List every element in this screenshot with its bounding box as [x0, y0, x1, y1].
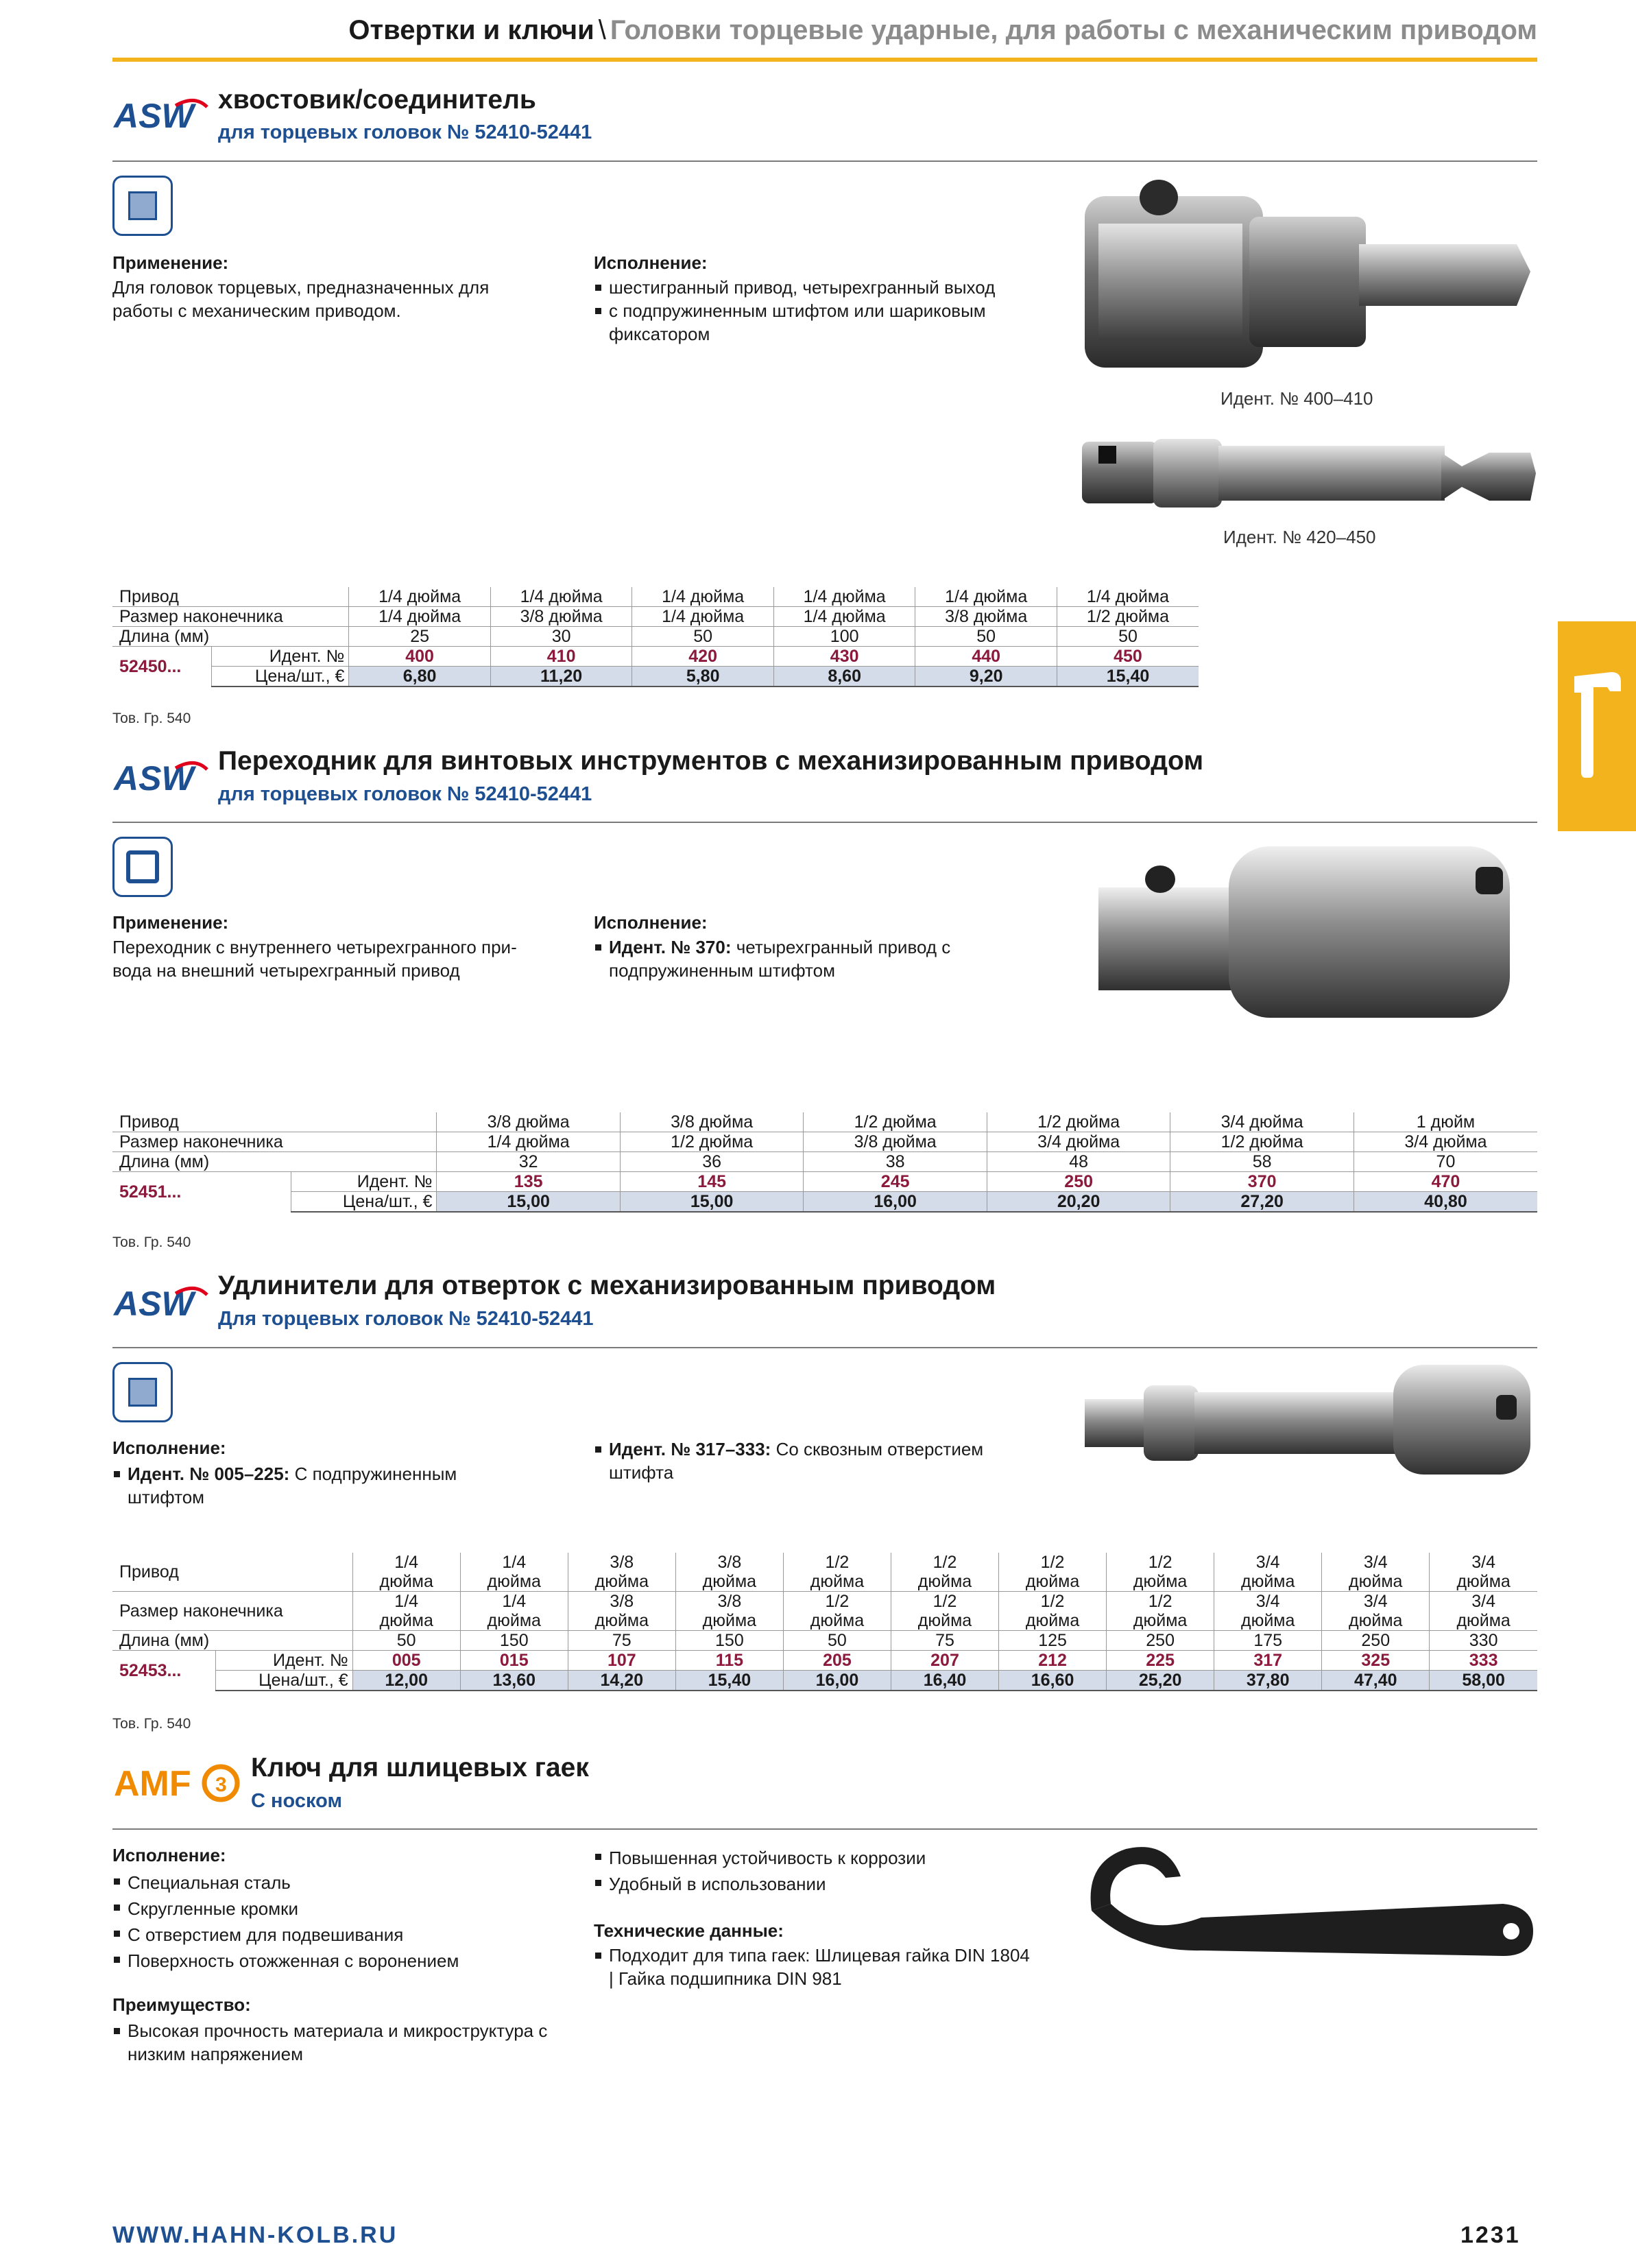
price-value: 6,80 — [349, 667, 491, 687]
row-label: Привод — [119, 1112, 179, 1132]
table-cell: 3/8 дюйма — [490, 607, 632, 627]
price-value: 8,60 — [773, 667, 915, 687]
price-value: 58,00 — [1430, 1671, 1537, 1691]
table-cell — [460, 1592, 568, 1631]
table-row — [112, 1132, 1537, 1152]
table-cell: 1/4 дюйма — [349, 587, 491, 607]
table-cell — [1430, 1553, 1537, 1592]
table-cell: 1/2 дюйма — [1170, 1132, 1354, 1152]
table-cell: 75 — [568, 1631, 675, 1651]
unit: дюйма — [917, 1572, 972, 1591]
section1-caption-1: Идент. № 400–410 — [1220, 388, 1373, 409]
ident-number: 212 — [999, 1651, 1107, 1671]
price-value: 25,20 — [1107, 1671, 1214, 1691]
list-item: С отверстием для подвешивания — [112, 1922, 565, 1948]
table-cell: 1/4 дюйма — [1057, 587, 1199, 607]
ident-number: 317 — [1214, 1651, 1322, 1671]
row-label: Размер наконечника — [112, 607, 349, 627]
list-item: Скругленные кромки — [112, 1896, 565, 1922]
unit: дюйма — [917, 1611, 972, 1630]
article-number: 52450... — [112, 647, 211, 687]
ident-bold: Идент. № 317–333: — [609, 1439, 771, 1459]
table-cell — [891, 1592, 998, 1631]
section4-rule — [112, 1828, 1537, 1830]
square-drive-icon — [112, 176, 173, 236]
ident-number: 370 — [1170, 1172, 1354, 1192]
section4-advantage-label: Преимущество: — [112, 1994, 251, 2015]
header-separator: \ — [598, 15, 606, 45]
table-row — [112, 1152, 1537, 1172]
section3-design-label: Исполнение: — [112, 1437, 226, 1458]
row-label: Длина (мм) — [112, 627, 349, 647]
design-text: С подпружиненным штифтом — [128, 1464, 457, 1507]
section1-product-group: Тов. Гр. 540 — [112, 711, 191, 726]
table-cell — [1107, 1553, 1214, 1592]
fraction: 1/2 — [825, 1553, 850, 1572]
ident-number: 205 — [783, 1651, 891, 1671]
section4-tech-list — [594, 1944, 1033, 1990]
ident-number: 145 — [620, 1172, 804, 1192]
ident-number: 225 — [1107, 1651, 1214, 1671]
table-cell: 250 — [1322, 1631, 1430, 1651]
section2-spec-table — [112, 1112, 1537, 1213]
table-row — [112, 1671, 1537, 1691]
fraction: 3/8 — [717, 1553, 742, 1572]
price-value: 16,00 — [783, 1671, 891, 1691]
price-value: 5,80 — [632, 667, 774, 687]
table-cell — [568, 1553, 675, 1592]
header-rule — [112, 58, 1537, 62]
unit: дюйма — [1025, 1572, 1080, 1591]
fraction: 1/4 — [394, 1592, 419, 1611]
table-cell — [999, 1592, 1107, 1631]
ident-number: 333 — [1430, 1651, 1537, 1671]
section2-title: Переходник для винтовых инструментов с механизированным приводом — [218, 746, 1204, 776]
fraction: 3/4 — [1255, 1553, 1280, 1572]
table-cell: 3/8 дюйма — [620, 1112, 804, 1132]
ident-number: 400 — [349, 647, 491, 667]
table-cell — [675, 1553, 783, 1592]
section1-application-text — [112, 276, 551, 322]
list-item: с подпружиненным штифтом или шариковым фиксатором — [594, 299, 1060, 346]
square-drive-icon — [112, 1362, 173, 1422]
price-value: 15,40 — [1057, 667, 1199, 687]
section1-design-label: Исполнение: — [594, 252, 708, 273]
fraction: 1/2 — [825, 1592, 850, 1611]
table-cell — [783, 1592, 891, 1631]
row-label: Длина (мм) — [112, 1631, 352, 1651]
ident-bold: Идент. № 005–225: — [128, 1464, 290, 1484]
table-cell — [460, 1553, 568, 1592]
table-cell — [783, 1553, 891, 1592]
table-cell: 48 — [987, 1152, 1170, 1172]
table-cell: 175 — [1214, 1631, 1322, 1651]
section1-caption-2: Идент. № 420–450 — [1223, 527, 1376, 547]
table-cell — [675, 1592, 783, 1631]
price-value: 37,80 — [1214, 1671, 1322, 1691]
row-label: Размер наконечника — [112, 1132, 437, 1152]
table-row — [112, 1631, 1537, 1651]
application-line: вода на внешний четырехгранный привод — [112, 960, 460, 981]
article-number: 52453... — [112, 1651, 215, 1691]
unit: дюйма — [702, 1611, 757, 1630]
asw-logo — [112, 754, 210, 802]
unit: дюйма — [1456, 1572, 1511, 1591]
section1-spec-table — [112, 587, 1199, 687]
list-item: Удобный в использовании — [594, 1871, 1019, 1897]
table-row — [112, 1592, 1537, 1631]
unit: дюйма — [379, 1572, 433, 1591]
table-cell: 1/2 дюйма — [1057, 607, 1199, 627]
table-cell: 1/4 дюйма — [632, 587, 774, 607]
table-cell — [1107, 1592, 1214, 1631]
row-label: Привод — [119, 1562, 179, 1581]
unit: дюйма — [1025, 1611, 1080, 1630]
unit: дюйма — [810, 1611, 865, 1630]
hammer-icon — [1570, 669, 1624, 779]
table-cell — [352, 1553, 460, 1592]
section4-design-list — [112, 1870, 565, 1974]
price-label: Цена/шт., € — [211, 667, 349, 687]
table-cell: 1/2 дюйма — [620, 1132, 804, 1152]
table-cell: 30 — [490, 627, 632, 647]
table-cell: 1/4 дюйма — [349, 607, 491, 627]
unit: дюйма — [1456, 1611, 1511, 1630]
price-label: Цена/шт., € — [291, 1192, 437, 1213]
table-row — [112, 627, 1199, 647]
table-cell: 32 — [437, 1152, 621, 1172]
price-value: 16,00 — [804, 1192, 987, 1213]
section3-title: Удлинители для отверток с механизированным приводом — [218, 1271, 996, 1300]
application-line: работы с механическим приводом. — [112, 300, 401, 321]
list-item: Высокая прочность материала и микроструктура с низким напряжением — [112, 2019, 579, 2066]
table-cell: 50 — [352, 1631, 460, 1651]
price-value: 12,00 — [352, 1671, 460, 1691]
section3-design-list-2 — [594, 1437, 1046, 1484]
table-cell: 1/4 дюйма — [632, 607, 774, 627]
section4-advantage-list — [112, 2019, 579, 2066]
fraction: 1/4 — [502, 1553, 527, 1572]
section1-application-label: Применение: — [112, 252, 229, 273]
table-cell: 1/4 дюйма — [490, 587, 632, 607]
table-cell — [1322, 1553, 1430, 1592]
table-cell: 50 — [915, 627, 1057, 647]
ident-number: 430 — [773, 647, 915, 667]
fraction: 1/2 — [1040, 1592, 1065, 1611]
table-cell: 70 — [1354, 1152, 1537, 1172]
table-row — [112, 1553, 1537, 1592]
list-item: Повышенная устойчивость к коррозии — [594, 1845, 1019, 1871]
fraction: 1/2 — [933, 1592, 957, 1611]
unit: дюйма — [379, 1611, 433, 1630]
list-item: Специальная сталь — [112, 1870, 565, 1896]
table-cell: 1 дюйм — [1354, 1112, 1537, 1132]
amf-logo — [112, 1760, 243, 1808]
table-cell — [999, 1553, 1107, 1592]
fraction: 3/4 — [1471, 1553, 1496, 1572]
section4-title: Ключ для шлицевых гаек — [251, 1753, 589, 1782]
ident-number: 015 — [460, 1651, 568, 1671]
table-cell — [1430, 1592, 1537, 1631]
unit: дюйма — [594, 1611, 649, 1630]
table-row — [112, 1112, 1537, 1132]
table-cell — [352, 1592, 460, 1631]
header-title-main: Отвертки и ключи — [348, 15, 594, 45]
ident-number: 250 — [987, 1172, 1170, 1192]
ident-number: 107 — [568, 1651, 675, 1671]
table-cell: 1/2 дюйма — [804, 1112, 987, 1132]
table-row — [112, 1172, 1537, 1192]
unit: дюйма — [487, 1572, 541, 1591]
table-row — [112, 607, 1199, 627]
section3-subtitle: Для торцевых головок № 52410-52441 — [218, 1308, 594, 1330]
ident-label: Идент. № — [211, 647, 349, 667]
header-title-sub: Головки торцевые ударные, для работы с механическим приводом — [610, 15, 1537, 45]
table-cell: 3/8 дюйма — [804, 1132, 987, 1152]
application-line: Для головок торцевых, предназначенных для — [112, 277, 490, 298]
adapter-hex-product-image — [1078, 425, 1537, 514]
price-value: 47,40 — [1322, 1671, 1430, 1691]
table-cell: 3/4 дюйма — [987, 1132, 1170, 1152]
section4-design-label: Исполнение: — [112, 1845, 226, 1865]
fraction: 3/4 — [1363, 1592, 1388, 1611]
table-cell: 3/4 дюйма — [1354, 1132, 1537, 1152]
table-row — [112, 1192, 1537, 1213]
design-text: Со сквозным отверстием штифта — [609, 1439, 984, 1483]
section2-design-list — [594, 935, 1019, 982]
section1-design-list — [594, 276, 1060, 346]
extension-product-image — [1078, 1358, 1537, 1481]
table-cell: 1/4 дюйма — [773, 587, 915, 607]
ident-bold: Идент. № 370: — [609, 937, 732, 957]
list-item — [594, 935, 1019, 982]
list-item — [112, 1462, 538, 1509]
table-cell: 3/4 дюйма — [1170, 1112, 1354, 1132]
section1-subtitle: для торцевых головок № 52410-52441 — [218, 121, 592, 143]
table-cell — [891, 1553, 998, 1592]
list-item — [594, 1437, 1046, 1484]
asw-logo-text: ASW — [114, 759, 194, 798]
fraction: 3/4 — [1255, 1592, 1280, 1611]
fraction: 1/4 — [502, 1592, 527, 1611]
table-row — [112, 1651, 1537, 1671]
price-value: 13,60 — [460, 1671, 568, 1691]
design-text: четырехгранный привод с подпружиненным штифтом — [609, 937, 951, 981]
list-item: Поверхность отожженная с воронением — [112, 1948, 565, 1974]
row-label: Длина (мм) — [112, 1152, 437, 1172]
ident-number: 420 — [632, 647, 774, 667]
table-cell — [1214, 1592, 1322, 1631]
unit: дюйма — [1349, 1572, 1403, 1591]
price-value: 15,00 — [437, 1192, 621, 1213]
table-cell: 50 — [783, 1631, 891, 1651]
asw-logo — [112, 92, 210, 140]
ident-number: 450 — [1057, 647, 1199, 667]
ident-number: 440 — [915, 647, 1057, 667]
fraction: 1/4 — [394, 1553, 419, 1572]
section2-product-group: Тов. Гр. 540 — [112, 1234, 191, 1250]
table-cell: 330 — [1430, 1631, 1537, 1651]
fraction: 1/2 — [1148, 1592, 1172, 1611]
section3-design-list-1 — [112, 1462, 538, 1509]
section4-tech-label: Технические данные: — [594, 1920, 784, 1941]
asw-logo — [112, 1280, 210, 1328]
table-row — [112, 647, 1199, 667]
fraction: 3/4 — [1471, 1592, 1496, 1611]
ident-number: 135 — [437, 1172, 621, 1192]
price-value: 40,80 — [1354, 1192, 1537, 1213]
price-label: Цена/шт., € — [215, 1671, 352, 1691]
row-label: Размер наконечника — [112, 1592, 352, 1631]
table-cell: 25 — [349, 627, 491, 647]
unit: дюйма — [1240, 1572, 1295, 1591]
table-cell: 150 — [675, 1631, 783, 1651]
fraction: 3/4 — [1363, 1553, 1388, 1572]
page-header — [112, 15, 1537, 46]
price-value: 16,40 — [891, 1671, 998, 1691]
section1-title: хвостовик/соединитель — [218, 85, 536, 115]
ident-number: 245 — [804, 1172, 987, 1192]
section3-product-group: Тов. Гр. 540 — [112, 1716, 191, 1732]
table-cell — [1214, 1553, 1322, 1592]
unit: дюйма — [1240, 1611, 1295, 1630]
amf-logo-text: AMF — [114, 1764, 191, 1804]
application-line: Переходник с внутреннего четырехгранного при- — [112, 937, 517, 957]
asw-logo-text: ASW — [114, 97, 194, 135]
side-category-tab[interactable] — [1558, 621, 1636, 831]
price-value: 16,60 — [999, 1671, 1107, 1691]
section2-subtitle: для торцевых головок № 52410-52441 — [218, 783, 592, 805]
article-number: 52451... — [112, 1172, 291, 1213]
adapter-socket-product-image — [1092, 833, 1530, 1031]
section4-middle-list — [594, 1845, 1019, 1897]
table-cell: 1/4 дюйма — [773, 607, 915, 627]
table-cell: 100 — [773, 627, 915, 647]
unit: дюйма — [1133, 1611, 1188, 1630]
table-cell: 36 — [620, 1152, 804, 1172]
fraction: 3/8 — [717, 1592, 742, 1611]
table-cell — [568, 1592, 675, 1631]
table-cell: 150 — [460, 1631, 568, 1651]
price-value: 9,20 — [915, 667, 1057, 687]
list-item: шестигранный привод, четырехгранный выход — [594, 276, 1060, 299]
svg-text:3: 3 — [215, 1774, 227, 1796]
ident-number: 410 — [490, 647, 632, 667]
section3-rule — [112, 1347, 1537, 1348]
fraction: 1/2 — [933, 1553, 957, 1572]
table-cell: 58 — [1170, 1152, 1354, 1172]
fraction: 3/8 — [610, 1553, 634, 1572]
price-value: 20,20 — [987, 1192, 1170, 1213]
table-cell: 125 — [999, 1631, 1107, 1651]
unit: дюйма — [487, 1611, 541, 1630]
price-value: 15,40 — [675, 1671, 783, 1691]
unit: дюйма — [810, 1572, 865, 1591]
table-cell: 3/8 дюйма — [915, 607, 1057, 627]
table-cell: 250 — [1107, 1631, 1214, 1651]
hook-wrench-product-image — [1078, 1835, 1537, 1972]
price-value: 14,20 — [568, 1671, 675, 1691]
section2-application-label: Применение: — [112, 912, 229, 933]
section1-rule — [112, 160, 1537, 162]
list-item: Подходит для типа гаек: Шлицевая гайка DIN 1804 | Гайка подшипника DIN 981 — [594, 1944, 1033, 1990]
ident-label: Идент. № — [291, 1172, 437, 1192]
unit: дюйма — [594, 1572, 649, 1591]
table-cell: 1/4 дюйма — [437, 1132, 621, 1152]
ident-label: Идент. № — [215, 1651, 352, 1671]
unit: дюйма — [702, 1572, 757, 1591]
page-number: 1231 — [1460, 2222, 1521, 2248]
ident-number: 470 — [1354, 1172, 1537, 1192]
unit: дюйма — [1349, 1611, 1403, 1630]
fraction: 1/2 — [1040, 1553, 1065, 1572]
price-value: 27,20 — [1170, 1192, 1354, 1213]
section4-subtitle: С носком — [251, 1790, 342, 1812]
asw-logo-text: ASW — [114, 1285, 194, 1323]
section3-spec-table — [112, 1553, 1537, 1691]
price-value: 15,00 — [620, 1192, 804, 1213]
section2-rule — [112, 822, 1537, 823]
table-row — [112, 667, 1199, 687]
table-cell: 1/2 дюйма — [987, 1112, 1170, 1132]
table-cell: 50 — [1057, 627, 1199, 647]
price-value: 11,20 — [490, 667, 632, 687]
row-label: Привод — [119, 587, 179, 606]
footer-url[interactable]: WWW.HAHN-KOLB.RU — [112, 2222, 398, 2248]
adapter-square-product-image — [1078, 169, 1537, 381]
ident-number: 325 — [1322, 1651, 1430, 1671]
ident-number: 005 — [352, 1651, 460, 1671]
ident-number: 207 — [891, 1651, 998, 1671]
section2-application-text — [112, 935, 579, 982]
ident-number: 115 — [675, 1651, 783, 1671]
table-cell: 50 — [632, 627, 774, 647]
table-cell: 1/4 дюйма — [915, 587, 1057, 607]
unit: дюйма — [1133, 1572, 1188, 1591]
table-row — [112, 587, 1199, 607]
square-socket-icon — [112, 837, 173, 897]
table-cell: 75 — [891, 1631, 998, 1651]
table-cell: 38 — [804, 1152, 987, 1172]
table-cell — [1322, 1592, 1430, 1631]
table-cell: 3/8 дюйма — [437, 1112, 621, 1132]
section2-design-label: Исполнение: — [594, 912, 708, 933]
fraction: 1/2 — [1148, 1553, 1172, 1572]
fraction: 3/8 — [610, 1592, 634, 1611]
